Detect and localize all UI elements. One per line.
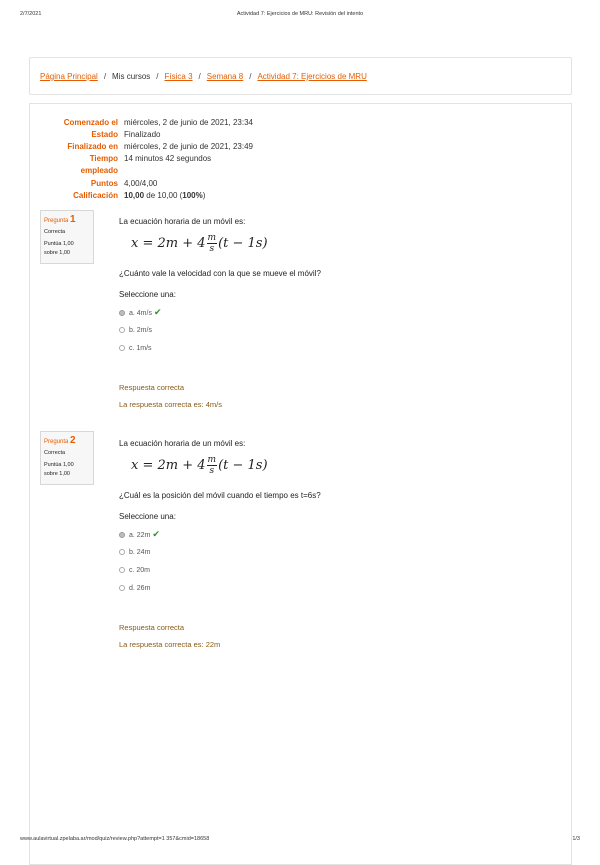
equation-left: x = 2m + 4 xyxy=(131,458,206,473)
radio-button-selected[interactable] xyxy=(119,310,125,316)
summary-value: miércoles, 2 de junio de 2021, 23:49 xyxy=(124,142,253,151)
question-status: Correcta xyxy=(44,229,66,235)
grade-percent: 100% xyxy=(182,191,203,200)
select-label: Seleccione una: xyxy=(119,512,176,521)
summary-value: 4,00/4,00 xyxy=(124,179,158,188)
breadcrumb-separator: / xyxy=(103,72,107,81)
summary-label: Comenzado el xyxy=(63,118,118,127)
question-points-line: Puntúa 1,00 xyxy=(44,462,74,468)
radio-button-selected[interactable] xyxy=(119,532,125,538)
question-info-1 xyxy=(40,210,94,264)
check-icon: ✔ xyxy=(152,529,160,539)
question-points-line: Puntúa 1,00 xyxy=(44,241,74,247)
answer-option[interactable] xyxy=(119,308,559,317)
answer-option-label: b. 2m/s xyxy=(129,327,152,334)
summary-label: Puntos xyxy=(90,179,118,188)
fraction-denominator: s xyxy=(209,466,215,476)
radio-button[interactable] xyxy=(119,585,125,591)
question-label: Pregunta xyxy=(44,218,69,224)
answer-option-label: a. 22m xyxy=(129,532,151,539)
question-status: Correcta xyxy=(44,450,66,456)
summary-label-line: Tiempo xyxy=(89,154,118,163)
question-text: La ecuación horaria de un móvil es: xyxy=(119,439,246,448)
answer-option[interactable] xyxy=(119,326,559,335)
question-text: La ecuación horaria de un móvil es: xyxy=(119,217,246,226)
equation xyxy=(131,233,559,259)
summary-label: Estado xyxy=(91,130,118,139)
grade-out-of: de 10,00 ( xyxy=(144,191,183,200)
breadcrumb-container xyxy=(29,57,572,95)
question-points-line: sobre 1,00 xyxy=(44,471,70,477)
question-points xyxy=(44,240,90,258)
fraction-numerator: m xyxy=(207,233,217,243)
answer-option-label: b. 24m xyxy=(129,549,151,556)
summary-label xyxy=(28,153,118,177)
breadcrumb-separator: / xyxy=(198,72,201,81)
answer-option-label: c. 1m/s xyxy=(129,345,152,352)
question-points-line: sobre 1,00 xyxy=(44,250,70,256)
question-number xyxy=(44,214,90,225)
equation-left: x = 2m + 4 xyxy=(131,236,206,251)
select-label: Seleccione una: xyxy=(119,290,176,299)
feedback-text: Respuesta correcta xyxy=(119,623,185,632)
summary-value: miércoles, 2 de junio de 2021, 23:34 xyxy=(124,118,253,127)
radio-button[interactable] xyxy=(119,345,125,351)
question-content-1 xyxy=(119,217,559,409)
question-label: Pregunta xyxy=(44,439,69,445)
question-content-2 xyxy=(119,439,559,649)
breadcrumb-separator: / xyxy=(249,72,252,81)
fraction-numerator: m xyxy=(207,455,217,465)
question-info-2 xyxy=(40,431,94,485)
question-points xyxy=(44,461,90,479)
radio-button[interactable] xyxy=(119,567,125,573)
equation xyxy=(131,455,559,481)
print-url: www.aulavirtual.zpelaba.ar/mod/quiz/review.php?attempt=1 357&cmid=18658 xyxy=(20,836,210,842)
feedback-text: Respuesta correcta xyxy=(119,383,185,392)
breadcrumb-week-link[interactable]: Semana 8 xyxy=(206,72,244,81)
answer-option-label: c. 20m xyxy=(129,567,151,574)
breadcrumb-activity-link[interactable]: Actividad 7: Ejercicios de MRU xyxy=(257,72,367,81)
answer-option[interactable] xyxy=(119,530,559,539)
summary-value: 14 minutos 42 segundos xyxy=(124,154,212,163)
breadcrumb-course-link[interactable]: Física 3 xyxy=(164,72,193,81)
grade-close: ) xyxy=(202,191,206,200)
print-title: Actividad 7: Ejercicios de MRU: Revisión del intento xyxy=(236,11,364,17)
question-number-value: 1 xyxy=(70,214,76,225)
question-prompt: ¿Cuánto vale la velocidad con la que se mueve el móvil? xyxy=(119,269,321,278)
summary-label-line: empleado xyxy=(80,166,118,175)
summary-value: Finalizado xyxy=(124,130,161,139)
question-number xyxy=(44,435,90,446)
grade-score: 10,00 xyxy=(124,191,145,200)
equation-fraction xyxy=(207,233,218,254)
answer-option[interactable] xyxy=(119,584,559,593)
summary-label: Finalizado en xyxy=(67,142,118,151)
print-date: 2/7/2021 xyxy=(20,11,42,17)
breadcrumb-separator: / xyxy=(156,72,159,81)
breadcrumb xyxy=(40,72,367,81)
answer-option-label: d. 26m xyxy=(129,585,151,592)
summary-value xyxy=(124,190,205,202)
correct-answer-text: La respuesta correcta es: 22m xyxy=(119,640,221,649)
question-number-value: 2 xyxy=(70,435,76,446)
answer-option-label: a. 4m/s xyxy=(129,310,152,317)
summary-label: Calificación xyxy=(73,191,118,200)
equation-right: (t − 1s) xyxy=(218,458,268,473)
answer-option[interactable] xyxy=(119,566,559,575)
radio-button[interactable] xyxy=(119,327,125,333)
breadcrumb-my-courses: Mis cursos xyxy=(112,72,151,81)
equation-fraction xyxy=(207,455,218,476)
print-page-number: 1/3 xyxy=(572,836,580,842)
answer-option[interactable] xyxy=(119,548,559,557)
answer-option[interactable] xyxy=(119,344,559,353)
breadcrumb-home-link[interactable]: Página Principal xyxy=(40,72,98,81)
fraction-denominator: s xyxy=(209,244,215,254)
quiz-review-panel xyxy=(29,103,572,865)
check-icon: ✔ xyxy=(153,307,162,317)
radio-button[interactable] xyxy=(119,549,125,555)
correct-answer-text: La respuesta correcta es: 4m/s xyxy=(119,400,222,409)
question-prompt: ¿Cuál es la posición del móvil cuando el tiempo es t=6s? xyxy=(119,491,321,500)
equation-right: (t − 1s) xyxy=(218,236,268,251)
